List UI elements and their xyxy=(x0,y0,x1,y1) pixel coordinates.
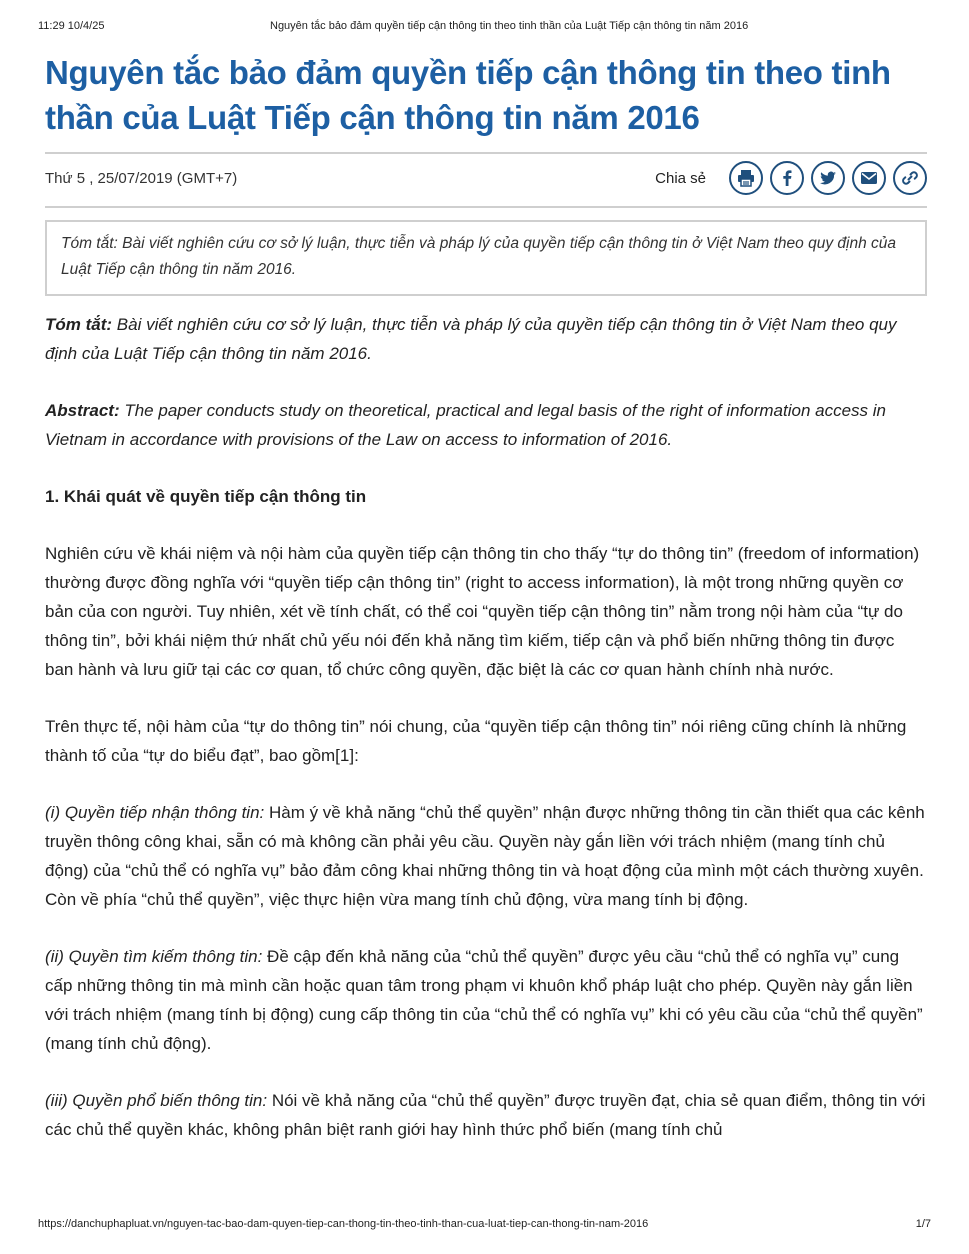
abstract-paragraph xyxy=(45,396,927,454)
page-number: 1/7 xyxy=(915,1218,931,1230)
page-url: https://danchuphapluat.vn/nguyen-tac-bao-dam-quyen-tiep-can-thong-tin-theo-tinh-than-cua-luat-tiep-can-thong-tin-nam-2016 xyxy=(38,1218,649,1230)
section-heading: 1. Khái quát về quyền tiếp cận thông tin xyxy=(45,487,367,506)
list-item-label: (iii) Quyền phổ biến thông tin: xyxy=(45,1091,268,1110)
article-body xyxy=(45,310,927,1144)
share-bar xyxy=(655,161,927,195)
list-item-label: (i) Quyền tiếp nhận thông tin: xyxy=(45,803,265,822)
print-page-title: Nguyên tắc bảo đảm quyền tiếp cận thông tin theo tinh thần của Luật Tiếp cận thông tin năm 2016 xyxy=(270,20,749,32)
list-item-text: Nói về khả năng của “chủ thể quyền” được truyền đạt, chia sẻ quan điểm, thông tin với các chủ thể quyền khác, không phân biệt ranh giới hay hình thức phổ biến (mang tính chủ xyxy=(45,1091,926,1139)
article xyxy=(45,50,927,1172)
list-item-label: (ii) Quyền tìm kiếm thông tin: xyxy=(45,947,263,966)
facebook-share-button[interactable] xyxy=(770,161,804,195)
summary-text: Bài viết nghiên cứu cơ sở lý luận, thực tiễn và pháp lý của quyền tiếp cận thông tin ở Việt Nam theo quy định của Luật Tiếp cận thông tin năm 2016. xyxy=(45,315,897,363)
print-footer xyxy=(0,1218,969,1234)
abstract-label: Abstract: xyxy=(45,401,120,420)
summary-box: Tóm tắt: Bài viết nghiên cứu cơ sở lý luận, thực tiễn và pháp lý của quyền tiếp cận thông tin ở Việt Nam theo quy định của Luật Tiếp cận thông tin năm 2016. xyxy=(45,220,927,296)
twitter-share-button[interactable] xyxy=(811,161,845,195)
list-item xyxy=(45,1086,927,1144)
print-button[interactable] xyxy=(729,161,763,195)
summary-paragraph xyxy=(45,310,927,368)
body-paragraph: Trên thực tế, nội hàm của “tự do thông tin” nói chung, của “quyền tiếp cận thông tin” nói riêng cũng chính là những thành tố của “tự do biểu đạt”, bao gồm[1]: xyxy=(45,717,907,765)
print-header xyxy=(0,20,969,36)
link-icon xyxy=(900,168,920,188)
list-item-text: Hàm ý về khả năng “chủ thể quyền” nhận được những thông tin cần thiết qua các kênh truyền thông công khai, sẵn có mà không cần phải yêu cầu. Quyền này gắn liền với trách nhiệm (mang tính chủ động) của “chủ thể có nghĩa vụ” bảo đảm công khai những thông tin và hoạt động của mình một cách thường xuyên. Còn về phía “chủ thể quyền”, việc thực hiện vừa mang tính chủ động, vừa mang tính bị động. xyxy=(45,803,925,909)
copy-link-button[interactable] xyxy=(893,161,927,195)
publish-date: Thứ 5 , 25/07/2019 (GMT+7) xyxy=(45,170,238,187)
article-title: Nguyên tắc bảo đảm quyền tiếp cận thông tin theo tinh thần của Luật Tiếp cận thông tin năm 2016 xyxy=(45,54,891,136)
print-icon xyxy=(736,168,756,188)
summary-label: Tóm tắt: xyxy=(45,315,113,334)
list-item xyxy=(45,798,927,914)
meta-divider xyxy=(45,206,927,208)
list-item-text: Đề cập đến khả năng của “chủ thể quyền” được yêu cầu “chủ thể có nghĩa vụ” cung cấp những thông tin mà mình cần hoặc quan tâm trong phạm vi khuôn khổ pháp luật cho phép. Quyền này gắn liền với trách nhiệm (mang tính bị động) cung cấp thông tin của “chủ thể có nghĩa vụ” khi có yêu cầu của “chủ thể quyền” (mang tính chủ động). xyxy=(45,947,923,1053)
facebook-icon xyxy=(777,168,797,188)
share-label: Chia sẻ xyxy=(655,169,706,187)
twitter-icon xyxy=(818,168,838,188)
abstract-text: The paper conducts study on theoretical, practical and legal basis of the right of information access in Vietnam in accordance with provisions of the Law on access to information of 2016. xyxy=(45,401,886,449)
body-paragraph: Nghiên cứu về khái niệm và nội hàm của quyền tiếp cận thông tin cho thấy “tự do thông tin” (freedom of information) thường được đồng nghĩa với “quyền tiếp cận thông tin” (right to access information), là một trong những quyền cơ bản của con người. Tuy nhiên, xét về tính chất, có thể coi “quyền tiếp cận thông tin” nằm trong nội hàm của “tự do thông tin”, bởi khái niệm thứ nhất chủ yếu nói đến khả năng tìm kiếm, tiếp cận và phổ biến những thông tin được ban hành và lưu giữ tại các cơ quan, tổ chức công quyền, đặc biệt là các cơ quan hành chính nhà nước. xyxy=(45,544,920,679)
email-share-button[interactable] xyxy=(852,161,886,195)
article-meta xyxy=(45,154,927,206)
print-timestamp: 11:29 10/4/25 xyxy=(38,20,105,32)
list-item xyxy=(45,942,927,1058)
email-icon xyxy=(859,168,879,188)
